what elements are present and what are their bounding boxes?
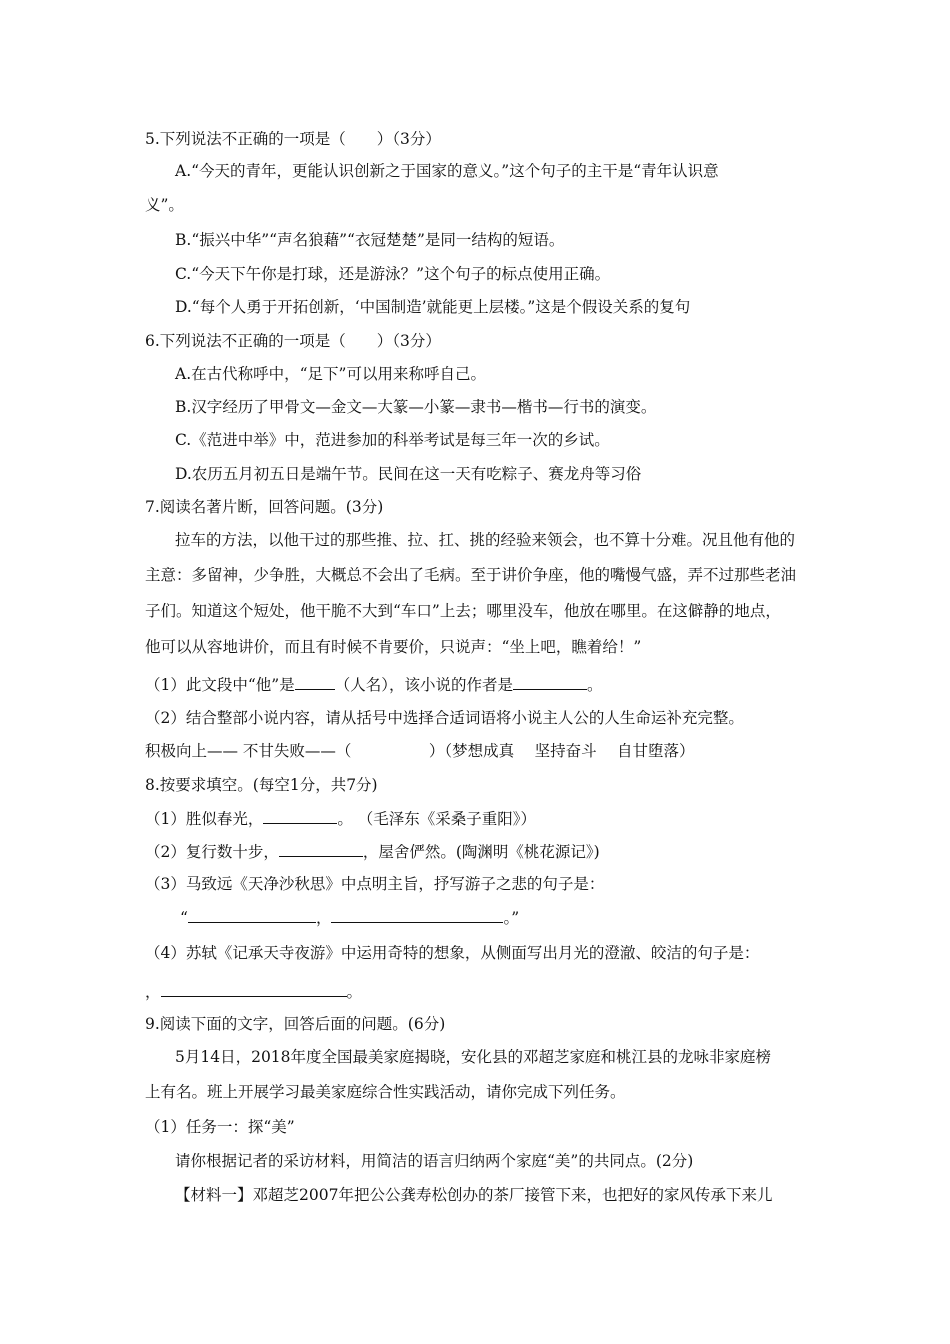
q7-passage-line1: 拉车的方法，以他干过的那些推、拉、扛、挑的经验来领会，也不算十分难。况且他有他的 [175,531,796,549]
q8-sub2-blank[interactable] [279,841,363,857]
q9-passage-line1: 5月14日，2018年度全国最美家庭揭晓，安化县的邓超芝家庭和桃江县的龙咏非家庭榜 [175,1048,772,1066]
q8-sub4-period: 。 [346,983,363,1001]
q6-option-b: B.汉字经历了甲骨文—金文—大篆—小篆—隶书—楷书—行书的演变。 [175,398,657,416]
q5-option-a-line2: 义”。 [145,196,184,214]
q9-passage-line2: 上有名。班上开展学习最美家庭综合性实践活动，请你完成下列任务。 [145,1083,626,1101]
q5-option-b: B.“振兴中华”“声名狼藉”“衣冠楚楚”是同一结构的短语。 [175,231,565,249]
q6-stem: 6.下列说法不正确的一项是（ ）（3分） [145,332,441,350]
q6-option-c: C.《范进中举》中，范进参加的科举考试是每三年一次的乡试。 [175,431,610,449]
q8-sub2 [145,841,600,862]
q9-task1-question: 请你根据记者的采访材料，用简洁的语言归纳两个家庭“美”的共同点。(2分) [175,1152,694,1170]
q6-option-a: A.在古代称呼中，“足下”可以用来称呼自己。 [175,365,486,383]
q8-sub1-text-a: （1）胜似春光， [145,810,264,828]
q7-sub1-text-b: （人名），该小说的作者是 [334,676,513,694]
q8-sub4-answer-line [145,981,362,1002]
q9-material1: 【材料一】邓超芝2007年把公公龚寿松创办的茶厂接管下来，也把好的家风传承下来儿 [175,1186,773,1204]
q8-sub1-text-b: 。 （毛泽东《采桑子重阳》） [337,810,537,828]
q8-sub4-blank[interactable] [161,981,347,997]
q8-sub3-blank-1[interactable] [188,907,316,923]
q8-sub3-answer-line [180,907,519,928]
q7-sub2-fill-line: 积极向上—— 不甘失败——（ ）（梦想成真 坚持奋斗 自甘堕落） [145,742,695,760]
q7-name-blank[interactable] [295,674,335,690]
q6-option-d: D.农历五月初五日是端午节。民间在这一天有吃粽子、赛龙舟等习俗 [175,465,642,483]
q5-stem: 5.下列说法不正确的一项是（ ）（3分） [145,130,441,148]
q7-passage-line3: 子们。知道这个短处，他干脆不大到“车口”上去；哪里没车，他放在哪里。在这僻静的地点， [145,602,781,620]
q8-stem: 8.按要求填空。(每空1分，共7分) [145,776,378,794]
q8-sub2-text-a: （2）复行数十步， [145,843,279,861]
q7-sub2: （2）结合整部小说内容，请从括号中选择合适词语将小说主人公的人生命运补充完整。 [145,709,744,727]
q7-passage-line4: 他可以从容地讲价，而且有时候不肯要价，只说声：“坐上吧，瞧着给！” [145,638,642,656]
q9-stem: 9.阅读下面的文字，回答后面的问题。(6分) [145,1015,446,1033]
q5-option-c: C.“今天下午你是打球，还是游泳？”这个句子的标点使用正确。 [175,265,611,283]
q8-sub3-close-quote: 。” [503,909,520,927]
q7-sub1-text-a: （1）此文段中“他”是 [145,676,295,694]
q7-sub1 [145,674,603,695]
q5-option-d: D.“每个人勇于开拓创新，‘中国制造’就能更上层楼。”这是个假设关系的复句 [175,298,691,316]
q7-author-blank[interactable] [513,674,587,690]
q8-sub3-open-quote: “ [180,909,188,927]
q7-passage-line2: 主意：多留神，少争胜，大概总不会出了毛病。至于讲价争座，他的嘴慢气盛，弄不过那些老油 [145,566,797,584]
q7-sub1-text-c: 。 [586,676,603,694]
q8-sub3-comma: ， [315,909,332,927]
q8-sub3: （3）马致远《天净沙秋思》中点明主旨，抒写游子之悲的句子是： [145,875,605,893]
q7-stem: 7.阅读名著片断，回答问题。(3分) [145,498,384,516]
q8-sub1 [145,808,536,829]
q9-task1: （1）任务一：探“美” [145,1118,295,1136]
q8-sub4-comma: ， [145,983,161,1001]
q8-sub1-blank[interactable] [263,808,337,824]
q5-option-a-line1: A.“今天的青年，更能认识创新之于国家的意义。”这个句子的主干是“青年认识意 [175,162,719,180]
q8-sub4: （4）苏轼《记承天寺夜游》中运用奇特的想象，从侧面写出月光的澄澈、皎洁的句子是： [145,944,760,962]
q8-sub2-text-b: ，屋舍俨然。(陶渊明《桃花源记》) [362,843,600,861]
q8-sub3-blank-2[interactable] [331,907,503,923]
